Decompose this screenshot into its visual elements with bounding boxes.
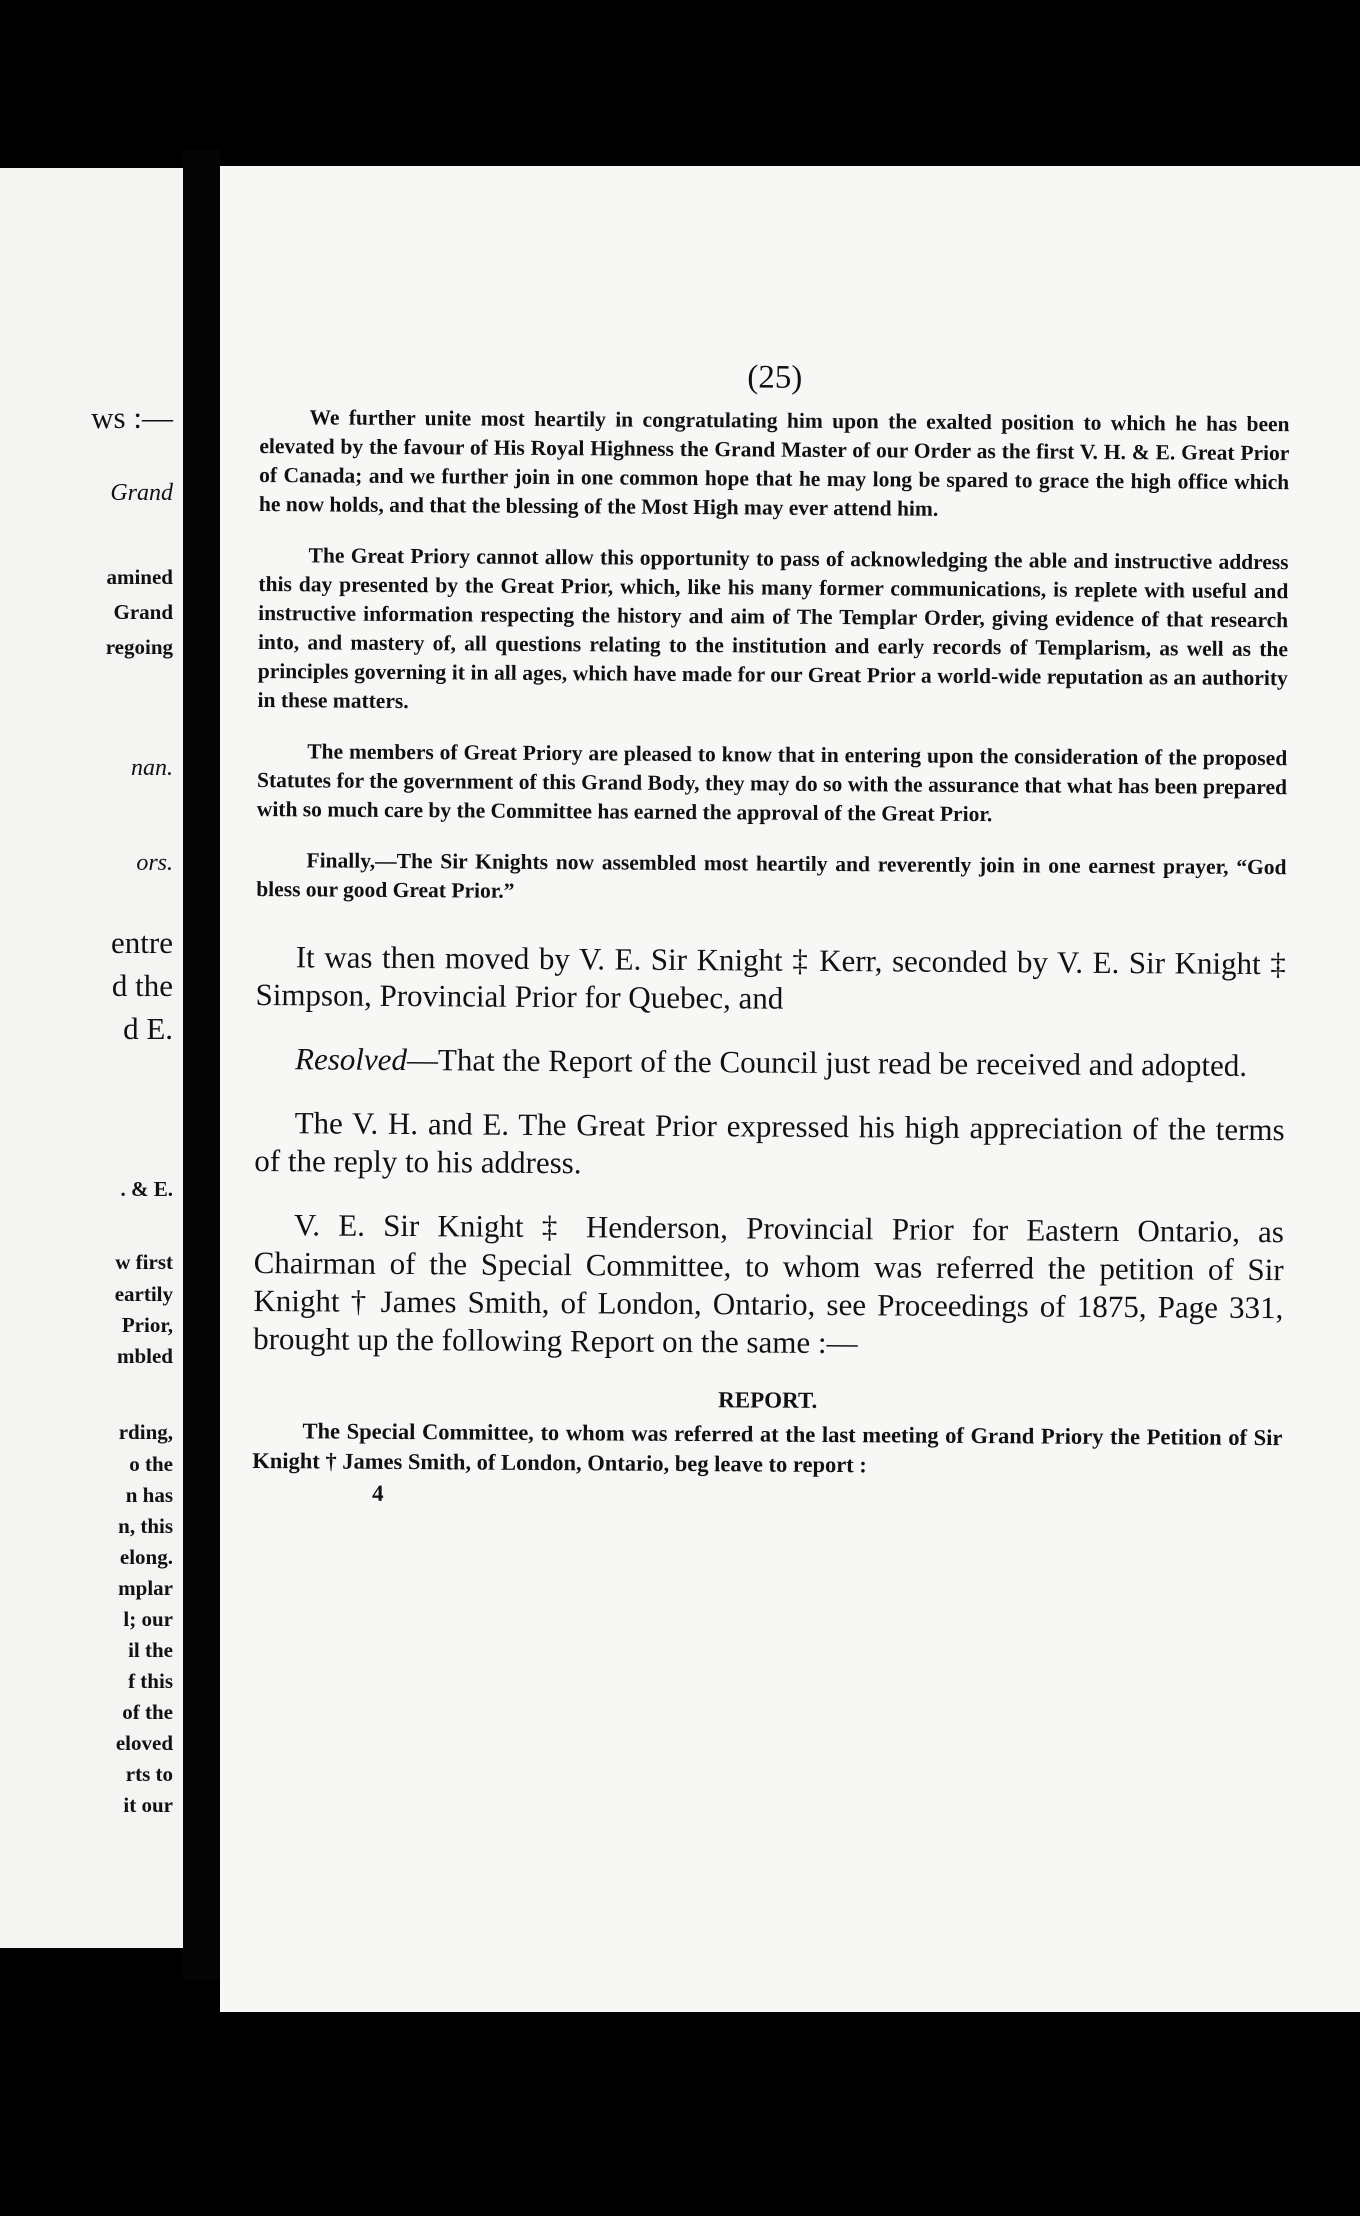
left-page-text-fragment: f this (128, 1669, 173, 1693)
page-content (252, 356, 1290, 1513)
page-number: (25) (747, 359, 803, 396)
document-page (220, 166, 1360, 2012)
left-page-text-fragment: . & E. (120, 1177, 173, 1201)
left-page-text-fragment: n has (125, 1483, 173, 1507)
left-page-text-fragment: eartily (114, 1282, 173, 1306)
resolution-paragraph (255, 1040, 1285, 1085)
left-page-text-fragment: o the (129, 1452, 173, 1476)
left-page-text-fragment: amined (106, 565, 173, 589)
left-page-text-fragment: nan. (131, 755, 173, 781)
left-page-text-fragment: rding, (118, 1420, 173, 1444)
left-page-text-fragment: regoing (105, 635, 173, 659)
committee-paragraph: V. E. Sir Knight ‡ Henderson, Provincial Prior for Eastern Ontario, as Chairman of the Special Committee, to whom was referred the petition of Sir Knight † James Smith, of London, Ontario, see Proceedings of 1875, Page 331, brought up the following Report on the same :— (253, 1207, 1285, 1361)
left-page-text-fragment: d E. (123, 1011, 173, 1046)
resolution-text: —That the Report of the Council just read be received and adopted. (406, 1042, 1248, 1083)
left-page-text-fragment: il the (128, 1638, 173, 1662)
left-page-text-fragment: n, this (118, 1514, 173, 1538)
report-heading: REPORT. (718, 1387, 818, 1413)
left-page-text-fragment: mplar (118, 1576, 173, 1600)
left-page-text-fragment: eloved (115, 1731, 173, 1755)
signature-mark: 4 (371, 1480, 384, 1506)
address-paragraph-2: The Great Priory cannot allow this opportunity to pass of acknowledging the able and instructive address this day presented by the Great Prior, which, like his many former communications, is replete with useful and instructive information respecting the history and aim of The Templar Order, giving evidence of that research into, and mastery of, all questions relating to the institution and early records of Templarism, as well as the principles governing it in all ages, which have made for our Great Prior a world-wide reputation as an authority in these matters. (257, 543, 1289, 714)
appreciation-paragraph: The V. H. and E. The Great Prior expressed his high appreciation of the terms of the reply to his address. (254, 1105, 1285, 1181)
left-page-text-fragment: entre (111, 925, 173, 960)
left-page-text-fragment: mbled (116, 1344, 173, 1368)
left-page-text-fragment: rts to (125, 1762, 173, 1786)
resolution-label: Resolved (294, 1041, 408, 1078)
left-page-text-fragment: ws :— (91, 400, 173, 435)
motion-paragraph: It was then moved by V. E. Sir Knight ‡ Kerr, seconded by V. E. Sir Knight ‡ Simpson, Provincial Prior for Quebec, and (255, 939, 1286, 1016)
left-page-text-fragment: l; our (123, 1607, 173, 1631)
left-page-text-fragment: elong. (119, 1545, 173, 1569)
left-page-text-fragment: Grand (113, 600, 173, 624)
left-page-text-fragment: w first (115, 1250, 173, 1274)
left-page-text-fragment: it our (123, 1793, 173, 1817)
left-page-text-fragment: ors. (136, 850, 173, 876)
left-page-text-fragment: of the (122, 1700, 173, 1724)
address-paragraph-1: We further unite most heartily in congratulating him upon the exalted position to which he has been elevated by the favour of His Royal Highness the Grand Master of our Order as the first V. H. & E. Great Prior of Canada; and we further join in one common hope that he may long be spared to grace the high office which he now holds, and that the blessing of the Most High may ever attend him. (258, 405, 1290, 521)
report-paragraph: The Special Committee, to whom was referred at the last meeting of Grand Priory the Petition of Sir Knight † James Smith, of London, Ontario, beg leave to report : (252, 1418, 1283, 1478)
left-page-text-fragment: Prior, (121, 1313, 173, 1337)
address-paragraph-4: Finally,—The Sir Knights now assembled most heartily and reverently join in one earnest prayer, “God bless our good Great Prior.” (256, 848, 1287, 903)
left-page-text-fragment: Grand (110, 480, 173, 506)
left-page-fragment (0, 168, 183, 1948)
address-paragraph-3: The members of Great Priory are pleased to know that in entering upon the consideration of the proposed Statutes for the government of this Grand Body, they may do so with the assurance that what has been prepared with so much care by the Committee has earned the approval of the Great Prior. (256, 739, 1288, 827)
book-spine (183, 150, 220, 1980)
left-page-text-fragment: d the (111, 968, 173, 1003)
